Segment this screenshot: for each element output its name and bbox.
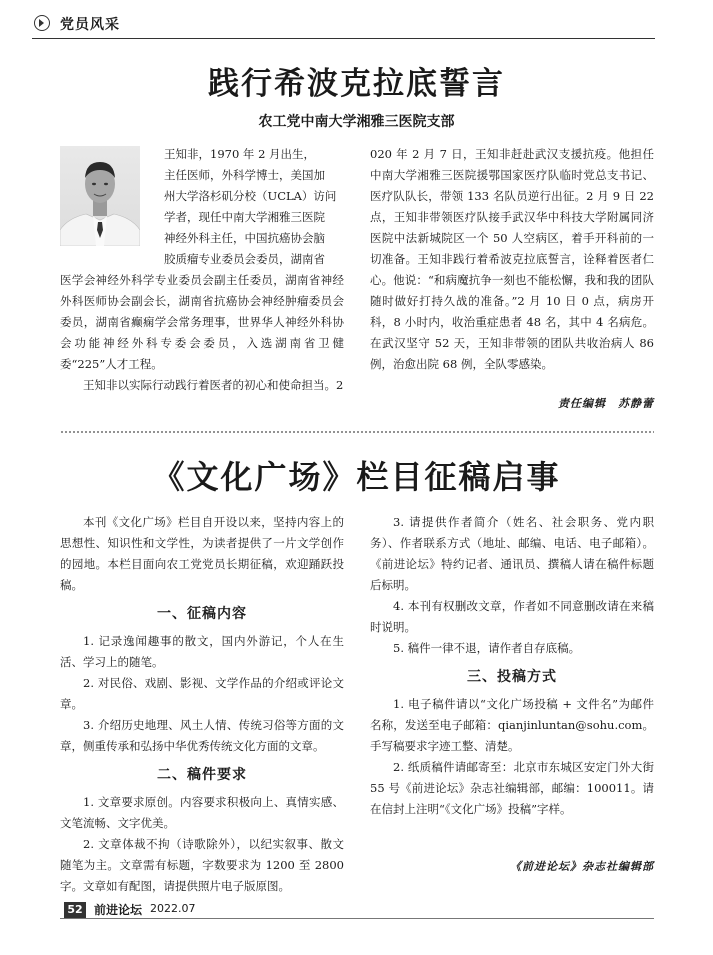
list-item: 2. 纸质稿件请邮寄至：北京市东城区安定门外大街 55 号《前进论坛》杂志社编辑部，邮编：100011。请在信封上注明“《文化广场》投稿”字样。 xyxy=(370,760,654,816)
text-line: 王知非，1970 年 2 月出生， xyxy=(164,147,316,161)
text-line: 神经外科主任，中国抗癌协会脑 xyxy=(164,231,325,245)
list-item: 4. 本刊有权删改文章，作者如不同意删改请在来稿时说明。 xyxy=(370,599,654,634)
list-item: 1. 文章要求原创。内容要求积极向上、真情实感、文笔流畅、文字优美。 xyxy=(60,795,344,830)
list-item: 2. 文章体裁不拘（诗歌除外），以纪实叙事、散文随笔为主。文章需有标题，字数要求为 1200 至 2800 字。文章如有配图，请提供照片电子版原图。 xyxy=(60,837,344,893)
paragraph-continued: 020 年 2 月 7 日，王知非赶赴武汉支援抗疫。他担任中南大学湘雅三医院援鄂国家医疗队临时党总支书记、医疗队队长，带领 133 名队员逆行出征。2 月 9 日 22 点，王知非带领医疗队接手武汉华中科技大学附属同济医院中法新城院区一个 50 人空病区，着手开科前的一切准备。王知非践行着希波克拉底誓言，诠释着医者仁心。他说：“和病魔抗争一刻也不能松懈，我和我的团队随时做好打持久战的准备。”2 月 10 日 0 点，病房开科，8 小时内，收治重症患者 48 名，其中 4 名病危。在武汉坚守 52 天，王知非带领的团队共收治病人 86 例，治愈出院 68 例，全队零感染。 xyxy=(370,147,654,371)
paragraph: 王知非以实际行动践行着医者的初心和使命担当。2 xyxy=(83,378,344,392)
play-circle-icon xyxy=(34,15,50,31)
notice-column-right xyxy=(370,512,654,820)
list-item: 3. 请提供作者简介（姓名、社会职务、党内职务）、作者联系方式（地址、邮编、电话、电子邮箱）。《前进论坛》特约记者、通讯员、撰稿人请在稿件标题后标明。 xyxy=(370,515,654,592)
section-heading: 二、稿件要求 xyxy=(157,767,247,783)
page-header xyxy=(32,12,655,39)
notice-column-left xyxy=(60,512,344,897)
dotted-divider xyxy=(60,430,654,436)
article-author: 农工党中南大学湘雅三医院支部 xyxy=(258,114,455,130)
paragraph: 本刊《文化广场》栏目自开设以来，坚持内容上的思想性、知识性和文学性，为读者提供了一片文学创作的园地。本栏目面向农工党党员长期征稿，欢迎踊跃投稿。 xyxy=(60,515,344,592)
section-heading: 三、投稿方式 xyxy=(467,669,557,685)
page-number: 52 xyxy=(64,902,86,918)
editor-credit: 责任编辑 苏静蕾 xyxy=(558,397,654,410)
notice-signature: 《前进论坛》杂志社编辑部 xyxy=(510,860,654,873)
article-column-left xyxy=(60,144,344,396)
section-heading: 一、征稿内容 xyxy=(157,606,247,622)
paragraph: 医学会神经外科学专业委员会副主任委员，湖南省神经外科医师协会副会长，湖南省抗癌协会神经肿瘤委员会委员，湖南省癫痫学会常务理事，世界华人神经外科协会功能神经外科专委会委员，入选湖南省卫健委“225”人才工程。 xyxy=(60,273,344,371)
text-line: 胶质瘤专业委员会委员，湖南省 xyxy=(164,252,325,266)
text-line: 州大学洛杉矶分校（UCLA）访问 xyxy=(164,189,337,203)
notice-title: 《文化广场》栏目征稿启事 xyxy=(152,458,561,496)
list-item: 1. 电子稿件请以“文化广场投稿 + 文件名”为邮件名称，发送至电子邮箱：qianjinluntan@sohu.com。手写稿要求字迹工整、清楚。 xyxy=(370,697,654,753)
article-column-right xyxy=(370,144,654,375)
issue-date: 2022.07 xyxy=(150,902,196,915)
page-footer xyxy=(60,900,654,919)
section-label: 党员风采 xyxy=(60,17,120,33)
text-line: 主任医师，外科学博士，美国加 xyxy=(164,168,325,182)
list-item: 5. 稿件一律不退，请作者自存底稿。 xyxy=(393,641,581,655)
publication-name: 前进论坛 xyxy=(94,903,143,917)
text-line: 学者，现任中南大学湘雅三医院 xyxy=(164,210,325,224)
list-item: 1. 记录逸闻趣事的散文，国内外游记，个人在生活、学习上的随笔。 xyxy=(60,634,344,669)
article-title: 践行希波克拉底誓言 xyxy=(208,66,505,102)
list-item: 2. 对民俗、戏剧、影视、文学作品的介绍或评论文章。 xyxy=(60,676,344,711)
list-item: 3. 介绍历史地理、风土人情、传统习俗等方面的文章，侧重传承和弘扬中华优秀传统文化方面的文章。 xyxy=(60,718,344,753)
